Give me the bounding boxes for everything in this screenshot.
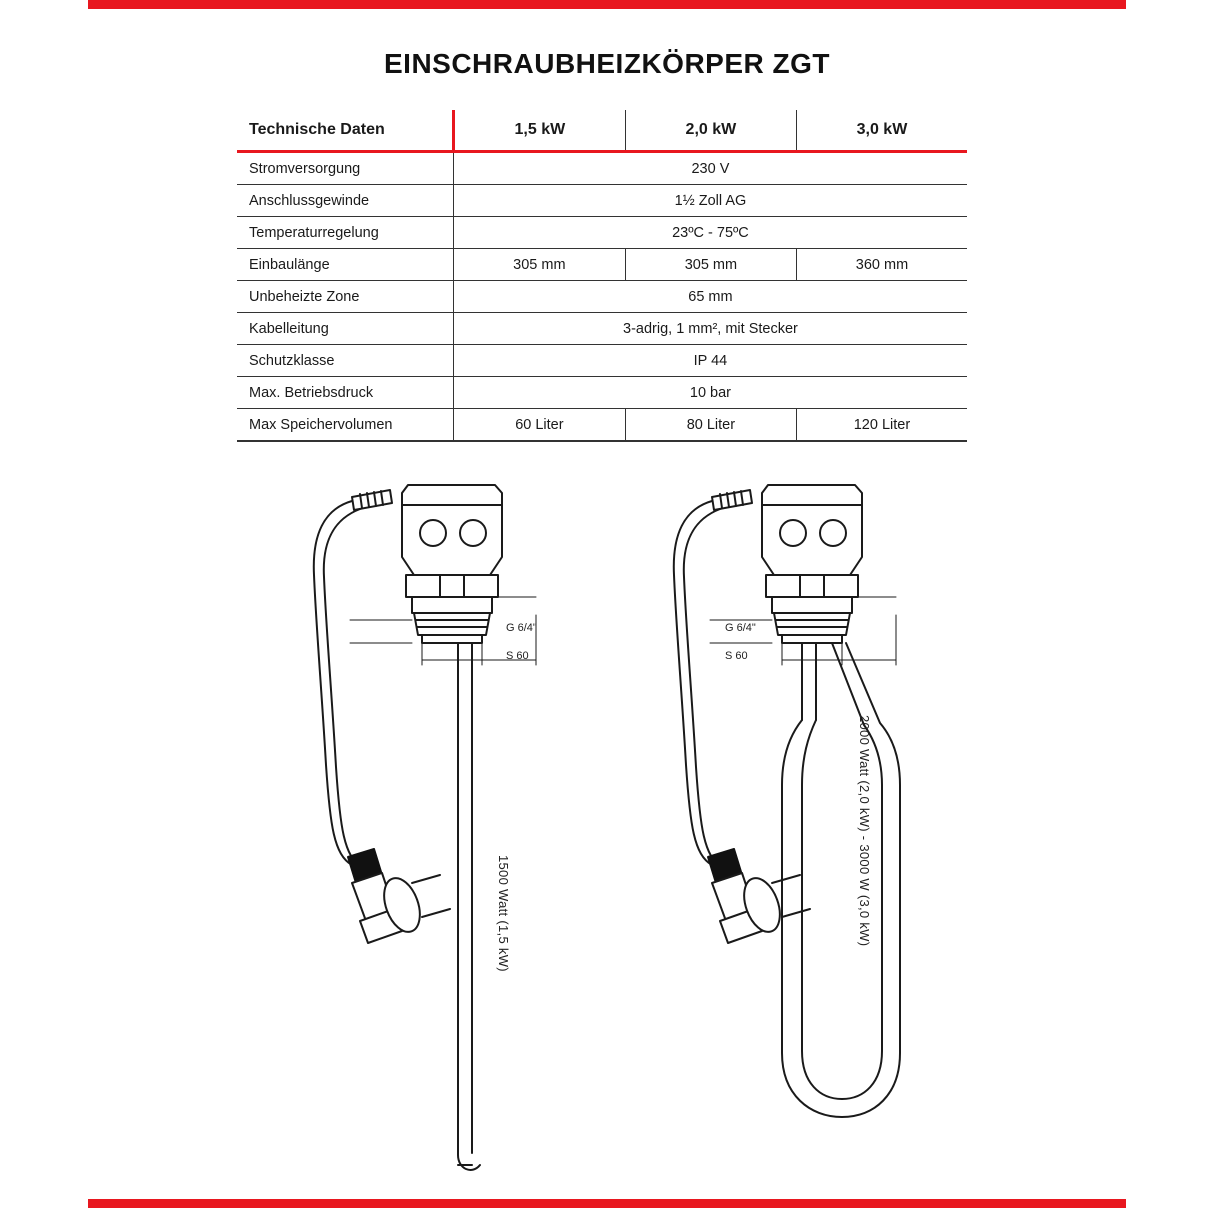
row-label: Kabelleitung bbox=[237, 313, 453, 345]
table-row bbox=[237, 249, 967, 281]
technical-data-table bbox=[237, 110, 967, 442]
product-drawing-u-element bbox=[650, 465, 950, 1145]
table-row bbox=[237, 185, 967, 217]
row-value: 65 mm bbox=[453, 281, 967, 313]
bottom-rule bbox=[88, 1199, 1126, 1208]
table-row bbox=[237, 377, 967, 409]
top-rule bbox=[88, 0, 1126, 9]
page-title: EINSCHRAUBHEIZKÖRPER ZGT bbox=[383, 48, 830, 79]
row-value: 23ºC - 75ºC bbox=[453, 217, 967, 249]
table-header-label: Technische Daten bbox=[237, 110, 453, 152]
row-value: 3-adrig, 1 mm², mit Stecker bbox=[453, 313, 967, 345]
product-drawing-straight-element bbox=[290, 465, 590, 1195]
left-drawing-caption: 1500 Watt (1,5 kW) bbox=[496, 855, 511, 972]
row-value: 1½ Zoll AG bbox=[453, 185, 967, 217]
right-drawing-caption: 2000 Watt (2,0 kW) - 3000 W (3,0 kW) bbox=[857, 715, 872, 947]
row-label: Max. Betriebsdruck bbox=[237, 377, 453, 409]
row-value-3: 120 Liter bbox=[796, 409, 967, 442]
table-header-col-3: 3,0 kW bbox=[796, 110, 967, 152]
row-label: Stromversorgung bbox=[237, 152, 453, 185]
row-label: Temperaturregelung bbox=[237, 217, 453, 249]
row-value: 10 bar bbox=[453, 377, 967, 409]
left-width-dimension: S 60 bbox=[506, 650, 529, 662]
table-header-col-2: 2,0 kW bbox=[625, 110, 796, 152]
row-value-2: 80 Liter bbox=[625, 409, 796, 442]
left-thread-dimension: G 6/4" bbox=[506, 622, 537, 634]
row-value-3: 360 mm bbox=[796, 249, 967, 281]
table-row bbox=[237, 217, 967, 249]
row-value: IP 44 bbox=[453, 345, 967, 377]
row-label: Unbeheizte Zone bbox=[237, 281, 453, 313]
table-header-col-1: 1,5 kW bbox=[453, 110, 625, 152]
table-row bbox=[237, 152, 967, 185]
row-label: Max Speichervolumen bbox=[237, 409, 453, 442]
row-value-1: 60 Liter bbox=[453, 409, 625, 442]
row-label: Schutzklasse bbox=[237, 345, 453, 377]
right-thread-dimension: G 6/4" bbox=[725, 622, 756, 634]
row-value-2: 305 mm bbox=[625, 249, 796, 281]
row-label: Einbaulänge bbox=[237, 249, 453, 281]
table-row bbox=[237, 313, 967, 345]
row-label: Anschlussgewinde bbox=[237, 185, 453, 217]
table-row bbox=[237, 345, 967, 377]
row-value: 230 V bbox=[453, 152, 967, 185]
row-value-1: 305 mm bbox=[453, 249, 625, 281]
right-width-dimension: S 60 bbox=[725, 650, 748, 662]
table-header-row bbox=[237, 110, 967, 152]
table-row bbox=[237, 281, 967, 313]
table-row bbox=[237, 409, 967, 442]
